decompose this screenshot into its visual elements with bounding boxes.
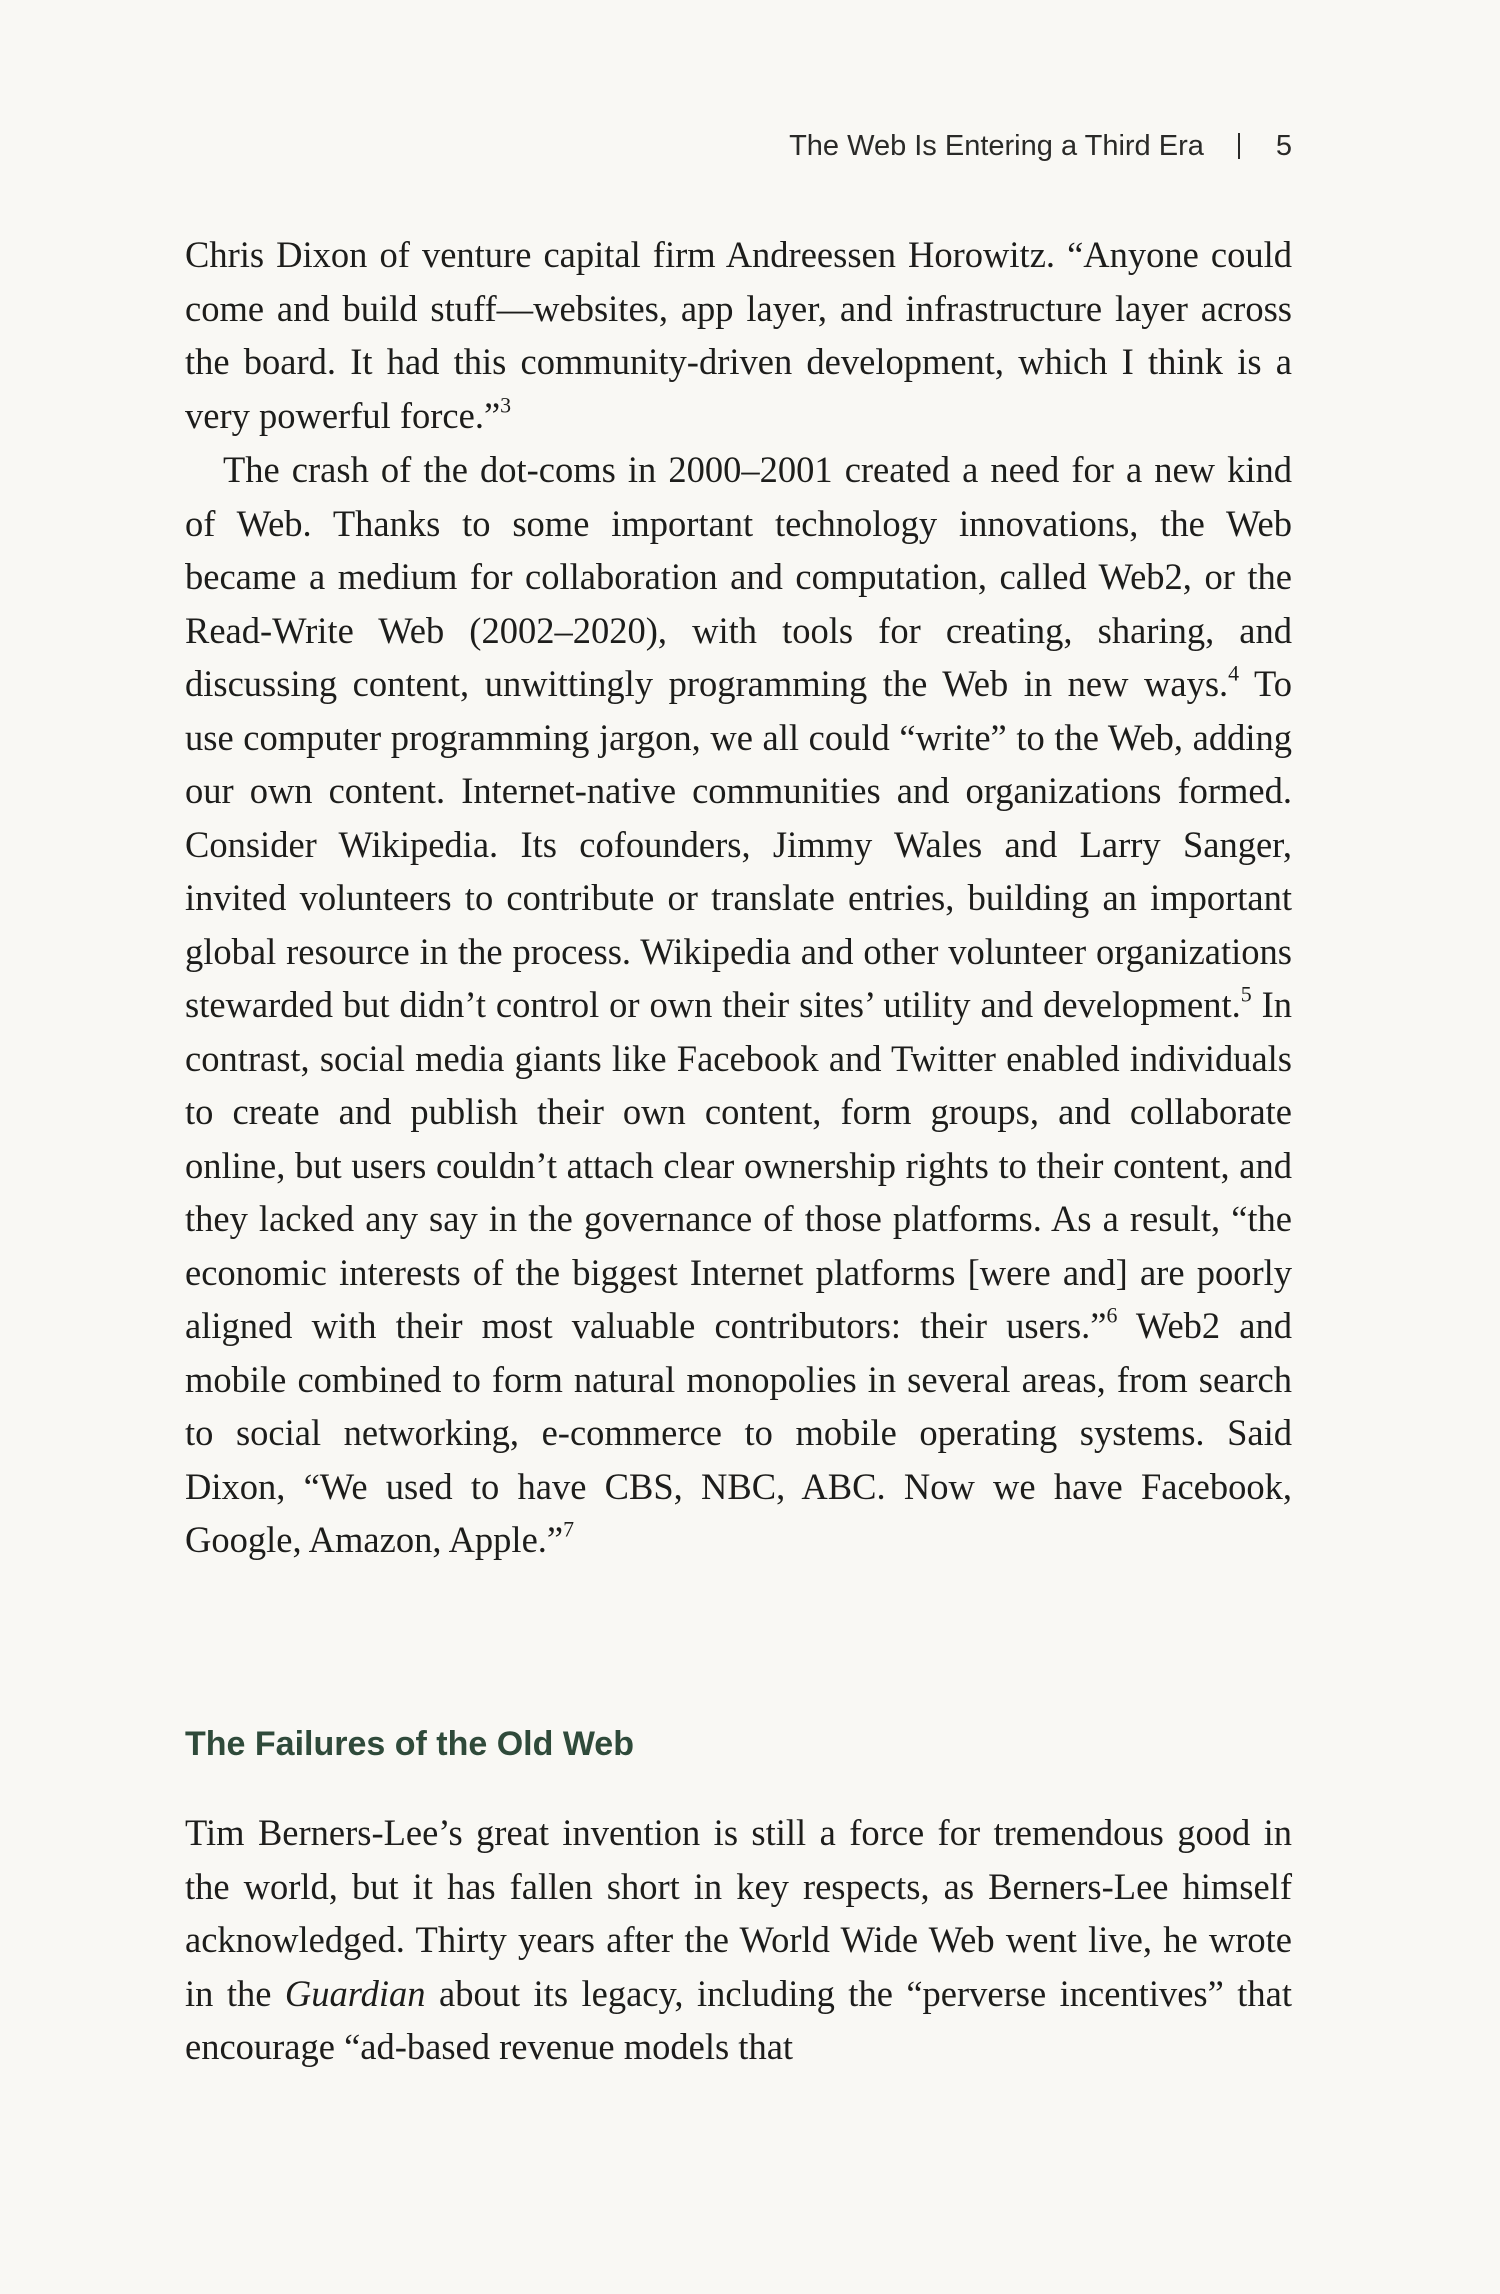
running-header xyxy=(185,126,1292,166)
paragraph-text: about its legacy, including the “perverse incentives” that encourage “ad-based revenue models that xyxy=(185,1972,1293,2067)
paragraph-web2 xyxy=(185,443,1292,1567)
page-number: 5 xyxy=(1275,130,1292,162)
paragraph-continued xyxy=(185,228,1292,442)
header-separator xyxy=(1238,133,1240,159)
paragraph-failures xyxy=(185,1806,1292,2074)
paragraph-text: In contrast, social media giants like Facebook and Twitter enabled individuals to create and publish their own content, form groups, and collaborate online, but users couldn’t attach clear ownership rights to their content, and they lacked any say in the governance of those platforms. As a result, “the economic interests of the biggest Internet platforms [were and] are poorly aligned with their most valuable contributors: their users.” xyxy=(185,984,1292,1346)
footnote-reference: 6 xyxy=(1106,1302,1118,1328)
footnote-reference: 7 xyxy=(563,1516,575,1542)
running-title: The Web Is Entering a Third Era xyxy=(789,130,1204,162)
paragraph-text: Chris Dixon of venture capital firm Andreessen Horowitz. “Anyone could come and build stuff—websites, app layer, and infrastructure layer across the board. It had this community-driven development, which I think is a very powerful force.” xyxy=(185,234,1292,436)
publication-title: Guardian xyxy=(284,1972,426,2014)
paragraph-text: Web2 and mobile combined to form natural monopolies in several areas, from search to social networking, e-commerce to mobile operating systems. Said Dixon, “We used to have CBS, NBC, ABC. Now we have Facebook, Google, Amazon, Apple.” xyxy=(185,1305,1292,1560)
paragraph-text: The crash of the dot-coms in 2000–2001 created a need for a new kind of Web. Thanks to some important technology innovations, the Web became a medium for collaboration and computation, called Web2, or the Read-Write Web (2002–2020), with tools for creating, sharing, and discussing content, unwittingly programming the Web in new ways. xyxy=(185,449,1292,704)
paragraph-text: To use computer programming jargon, we all could “write” to the Web, adding our own content. Internet-native communities and organizations formed. Consider Wikipedia. Its cofounders, Jimmy Wales and Larry Sanger, invited volunteers to contribute or translate entries, building an important global resource in the process. Wikipedia and other volunteer organizations stewarded but didn’t control or own their sites’ utility and development. xyxy=(185,663,1292,1025)
paragraph-text: Tim Berners-Lee’s great invention is still a force for tremendous good in the world, but it has fallen short in key respects, as Berners-Lee himself acknowledged. Thirty years after the World Wide Web went live, he wrote in the xyxy=(185,1812,1292,2014)
footnote-reference: 5 xyxy=(1240,981,1252,1007)
footnote-reference: 4 xyxy=(1228,660,1240,686)
section-heading: The Failures of the Old Web xyxy=(185,1725,634,1763)
footnote-reference: 3 xyxy=(500,392,512,418)
